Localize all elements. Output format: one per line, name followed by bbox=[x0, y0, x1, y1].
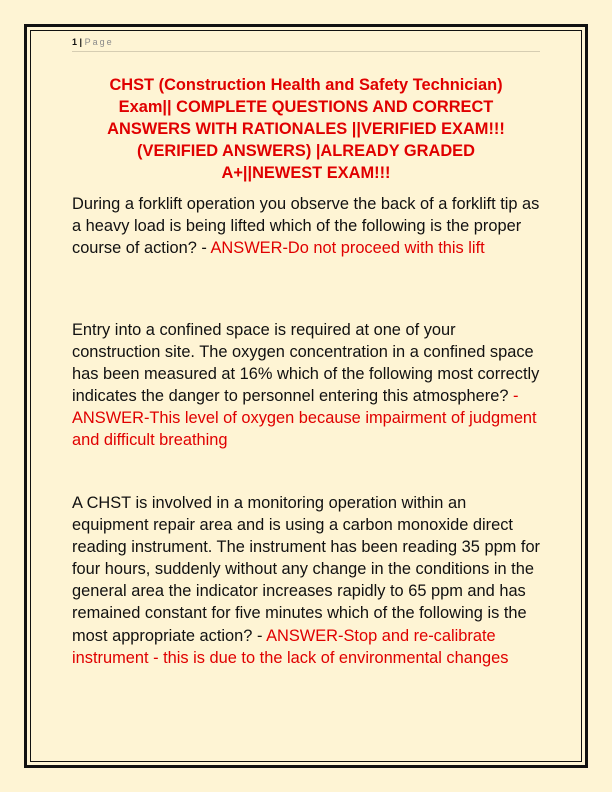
title-line: Exam|| COMPLETE QUESTIONS AND CORRECT bbox=[118, 98, 494, 116]
answer-text: - ANSWER-This level of oxygen because impairment of judgment and difficult breathing bbox=[72, 387, 537, 450]
answer-text: ANSWER-Stop and re-calibrate instrument - this is due to the lack of environmental changes bbox=[72, 626, 509, 667]
title-line: CHST (Construction Health and Safety Technician) bbox=[109, 76, 503, 94]
qa-item bbox=[72, 492, 542, 669]
page-number: 1 bbox=[72, 37, 78, 47]
document-title bbox=[72, 74, 540, 184]
title-line: ANSWERS WITH RATIONALES ||VERIFIED EXAM!!! bbox=[107, 120, 505, 138]
page-label: Page bbox=[84, 37, 114, 47]
page-separator: | bbox=[79, 37, 83, 47]
qa-item bbox=[72, 319, 542, 452]
qa-item bbox=[72, 193, 542, 259]
title-line: (VERIFIED ANSWERS) |ALREADY GRADED bbox=[137, 142, 475, 160]
question-text: A CHST is involved in a monitoring operation within an equipment repair area and is using a carbon monoxide direct reading instrument. The instrument has been reading 35 ppm for four hours, suddenly without any change in the conditions in the general area the indicator increases rapidly to 65 ppm and has remained constant for five minutes which of the following is the most appropriate action? - bbox=[72, 494, 541, 645]
title-line: A+||NEWEST EXAM!!! bbox=[221, 164, 391, 182]
question-text: During a forklift operation you observe the back of a forklift tip as a heavy load is being lifted which of the following is the proper course of action? - bbox=[72, 195, 540, 258]
page-header bbox=[72, 37, 540, 52]
question-text: Entry into a confined space is required at one of your construction site. The oxygen concentration in a confined space has been measured at 16% which of the following most correctly indicates the danger to personnel entering this atmosphere? bbox=[72, 321, 540, 406]
answer-text: ANSWER-Do not proceed with this lift bbox=[210, 239, 485, 258]
